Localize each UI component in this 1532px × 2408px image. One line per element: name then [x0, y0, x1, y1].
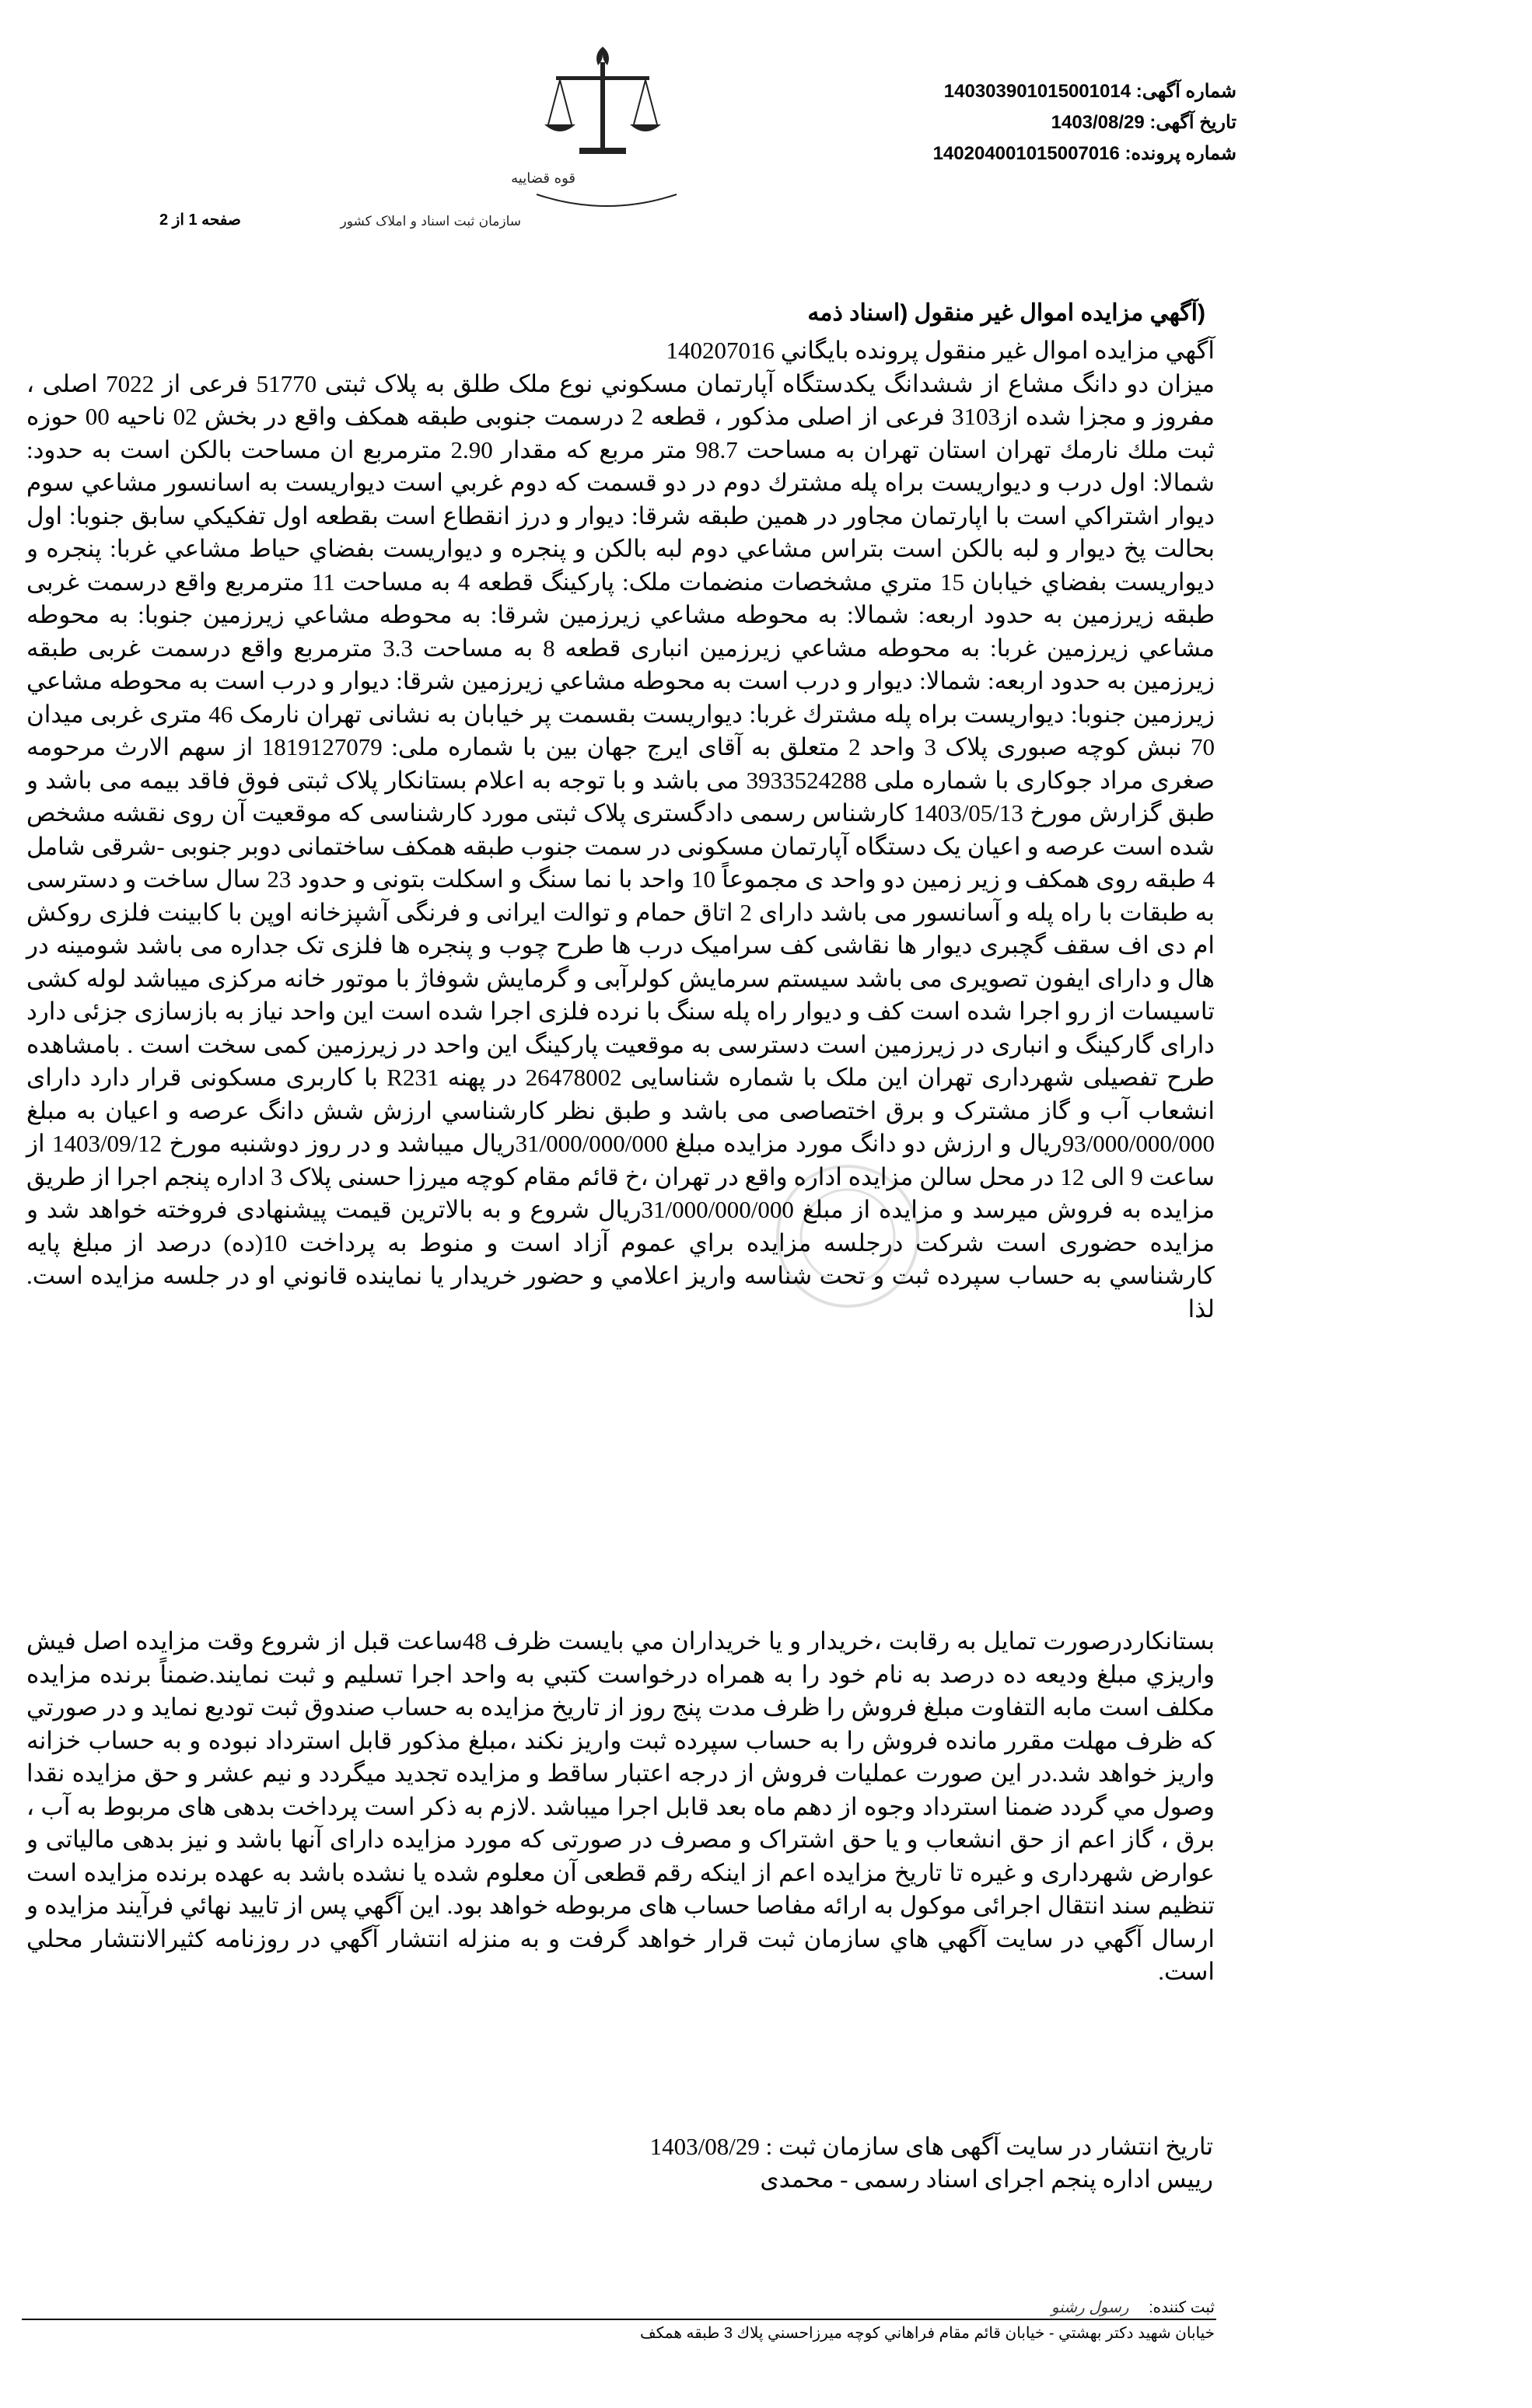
- ad-number-label: شماره آگهی:: [1135, 81, 1236, 102]
- ad-meta-block: [910, 76, 1236, 170]
- page-indicator: صفحه 1 از 2: [159, 211, 241, 229]
- ad-date: 1403/08/29: [1051, 112, 1145, 133]
- case-number-row: [910, 138, 1236, 170]
- office-address: خيابان شهيد دكتر بهشتي - خيابان قائم مقام فراهاني كوچه ميرزاحسني پلاك 3 طبقه همكف: [640, 2325, 1215, 2342]
- emblem-top-text: قوه قضاییه: [511, 170, 575, 187]
- ad-date-row: [910, 107, 1236, 138]
- ad-number-row: [910, 76, 1236, 107]
- judiciary-emblem: [340, 31, 692, 241]
- publish-label: تاريخ انتشار در سايت آگهی های سازمان ثبت :: [765, 2133, 1213, 2160]
- auction-paragraph-2: بستانكاردرصورت تمايل به رقابت ،خريدار و يا خريداران مي بايست ظرف 48ساعت قبل از شروع وقت مزايده اصل فيش واريزي مبلغ وديعه ده درصد به نام خود را به همراه درخواست كتبي به واحد اجرا تسليم و ثبت نمايند.ضمناً برنده مزايده مكلف است مابه التفاوت مبلغ فروش را ظرف مدت پنج روز از تاريخ مزايده به حساب صندوق ثبت توديع نمايد و در صورتي كه ظرف مهلت مقرر مانده فروش را به حساب سپرده ثبت واريز نكند ،مبلغ مذكور قابل استرداد نبوده و به حساب خزانه واريز خواهد شد.در اين صورت عمليات فروش از درجه اعتبار ساقط و مزايده تجديد ميگردد و نيم عشر و حق مزايده نقدا وصول مي گردد ضمنا استرداد وجوه از دهم ماه بعد قابل اجرا ميباشد .لازم به ذکر است پرداخت بدهی های مربوط به آب ، برق ، گاز اعم از حق انشعاب و يا حق اشتراک و مصرف در صورتی که مورد مزايده دارای آنها باشد و نيز بدهی مالياتی و عوارض شهرداری و غيره تا تاريخ مزايده اعم از اينکه رقم قطعی آن معلوم شده يا نشده باشد به عهده برنده مزايده است تنظيم سند انتقال اجرائی موکول به ارائه مفاصا حساب های مربوطه خواهد بود. اين آگهي پس از تاييد نهائي فرآيند مزايده و ارسال آگهي در سايت آگهي هاي سازمان ثبت قرار خواهد گرفت و به منزله انتشار آگهي در روزنامه كثيرالانتشار محلي است.: [26, 1627, 1215, 1985]
- auction-heading: آگهي مزايده اموال غير منقول پرونده بايگاني 140207016: [666, 337, 1215, 364]
- registrar-row: [1051, 2298, 1215, 2317]
- case-number: 140204001015007016: [932, 143, 1120, 164]
- auction-body: [26, 334, 1215, 1326]
- ad-date-label: تاریخ آگهی:: [1149, 112, 1236, 133]
- signer: رييس اداره پنجم اجرای اسناد رسمی - محمدی: [760, 2165, 1213, 2193]
- registrar-name: رسول رشنو: [1051, 2299, 1129, 2316]
- ad-number: 140303901015001014: [943, 81, 1132, 102]
- case-number-label: شماره پرونده:: [1125, 143, 1236, 164]
- auction-paragraph-1: ميزان دو دانگ مشاع از ششدانگ يكدستگاه آپارتمان مسكوني نوع ملک طلق به پلاک ثبتی 51770 فرعی از 7022 اصلی ، مفروز و مجزا شده از3103 فرعی از اصلی مذکور ، قطعه 2 درسمت جنوبی طبقه همکف واقع در بخش 02 ناحيه 00 حوزه ثبت ملك نارمك تهران استان تهران به مساحت 98.7 متر مربع كه مقدار 2.90 مترمربع ان مساحت بالکن است به حدود: شمالا: اول درب و ديواريست براه پله مشترك دوم در دو قسمت كه دوم غربي است ديواريست به اسانسور مشاعي سوم ديوار اشتراكي است با اپارتمان مجاور در همين طبقه شرقا: ديوار و درز انقطاع است بقطعه اول تفكيكي سابق جنوبا: اول بحالت پخ ديوار و لبه بالكن است بتراس مشاعي دوم لبه بالكن و پنجره و ديواريست بفضاي حياط مشاعي غربا: پنجره و ديواريست بفضاي خيابان 15 متري مشخصات منضمات ملک: پاركينگ قطعه 4 به مساحت 11 مترمربع واقع درسمت غربی طبقه زيرزمين به حدود اربعه: شمالا: به محوطه مشاعي زيرزمين شرقا: به محوطه مشاعي زيرزمين جنوبا: به محوطه مشاعي زيرزمين غربا: به محوطه مشاعي زيرزمين انباری قطعه 8 به مساحت 3.3 مترمربع واقع درسمت غربی طبقه زيرزمين به حدود اربعه: شمالا: ديوار و درب است به محوطه مشاعي زيرزمين شرقا: ديوار و درب است به محوطه مشاعي زيرزمين جنوبا: ديواريست براه پله مشترك غربا: ديواريست بقسمت پر خيابان به نشانی تهران نارمک 46 متری غربی ميدان 70 نبش کوچه صبوری پلاک 3 واحد 2 متعلق به آقای ايرج جهان بين با شماره ملی: 1819127079 از سهم الارث مرحومه صغری مراد جوكاری با شماره ملی 3933524288 می باشد و با توجه به اعلام بستانكار پلاک ثبتی فوق فاقد بيمه می باشد و طبق گزارش مورخ 1403/05/13 کارشناس رسمی دادگستری پلاک ثبتی مورد کارشناسی که موقعيت آن روی نقشه مشخص شده است عرصه و اعيان يک دستگاه آپارتمان مسکونی در سمت جنوب طبقه همکف ساختمانی دوبر جنوبی -شرقی شامل 4 طبقه روی همکف و زير زمين دو واحد ی مجموعاً 10 واحد با نما سنگ و اسکلت بتونی و حدود 23 سال ساخت و دسترسی به طبقات با راه پله و آسانسور می باشد دارای 2 اتاق حمام و توالت ايرانی و فرنگی آشپزخانه اوپن با کابينت فلزی روکش ام دی اف سقف گچبری ديوار ها نقاشی کف سراميک درب ها طرح چوب و پنجره ها فلزی تک جداره می باشد شومينه در هال و دارای ايفون تصويری می باشد سيستم سرمايش کولرآبی و گرمايش شوفاژ با موتور خانه مرکزی ميباشد لوله کشی تاسيسات از رو اجرا شده است کف و ديوار راه پله سنگ با نرده فلزی اجرا شده است اين واحد نياز به بازسازی جزئی دارد دارای گارکينگ و انباری در زيرزمين است دسترسی به موقعيت پارکينگ اين واحد در زيرزمين کمی سخت است . بامشاهده طرح تفصيلی شهرداری تهران اين ملک با شماره شناسايی 26478002 در پهنه R231 با کاربری مسکونی قرار دارد دارای انشعاب آب و گاز مشترک و برق اختصاصی می باشد و طبق نظر كارشناسي ارزش شش دانگ عرصه و اعيان به مبلغ 93/000/000/000ريال و ارزش دو دانگ مورد مزايده مبلغ 31/000/000/000ريال ميباشد و در روز دوشنبه مورخ 1403/09/12 از ساعت 9 الی 12 در محل سالن مزايده اداره واقع در تهران ،خ قائم مقام کوچه ميرزا حسنی پلاک 3 اداره پنجم اجرا از طريق مزايده به فروش ميرسد و مزايده از مبلغ 31/000/000/000ريال شروع و به بالاترين قيمت پيشنهادی فروخته خواهد شد و مزايده حضوری است شركت درجلسه مزايده براي عموم آزاد است و منوط به پرداخت 10(ده) درصد از مبلغ پايه كارشناسي به حساب سپرده ثبت و تحت شناسه واريز اعلامي و حضور خريدار يا نماينده قانوني او در جلسه مزايده است. لذا: [26, 369, 1215, 1323]
- auction-conditions: [26, 1625, 1215, 1989]
- publish-date: 1403/08/29: [649, 2133, 760, 2160]
- scales-of-justice-icon: [340, 31, 692, 241]
- publish-info: [435, 2130, 1213, 2196]
- publish-row: [435, 2130, 1213, 2163]
- registrar-label: ثبت كننده:: [1149, 2299, 1215, 2316]
- footer-divider: [22, 2319, 1216, 2320]
- page-title: (آگهي مزايده اموال غير منقول (اسناد ذمه: [807, 300, 1205, 326]
- emblem-org-name: سازمان ثبت اسناد و املاک کشور: [340, 214, 521, 229]
